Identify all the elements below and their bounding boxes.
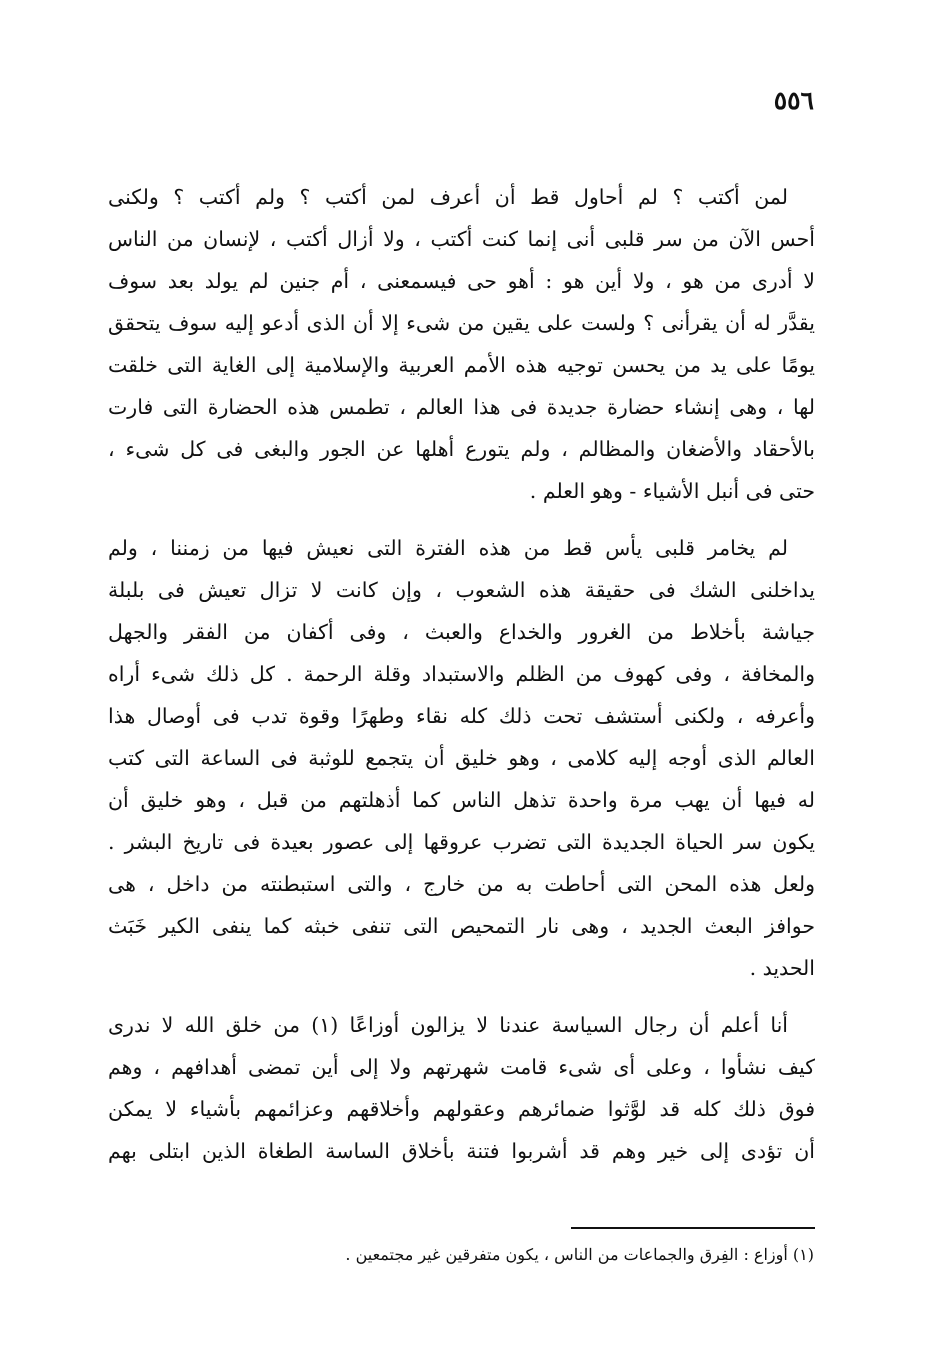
text-line: يقدَّر له أن يقرأنى ؟ ولست على يقين من شىء إلا أن الذى أدعو إليه سوف يتحقق [108, 311, 815, 335]
text-line: فوق ذلك كله قد لوَّثوا ضمائرهم وعقولهم وأخلاقهم وعزائمهم بأشياء لا يمكن [108, 1097, 815, 1121]
text-line: وأعرفه ، ولكنى أستشف تحت ذلك كله نقاء وطهرًا وقوة تدب فى أوصال هذا [108, 704, 815, 728]
body-text [108, 176, 815, 1172]
text-line: لها ، وهى إنشاء حضارة جديدة فى هذا العالم ، تطمس هذه الحضارة التى فارت [108, 395, 815, 419]
text-line: له فيها أن يهب مرة واحدة تذهل الناس كما أذهلتهم من قبل ، وهو خليق أن [108, 788, 815, 812]
text-line: لا أدرى من هو ، ولا أين هو : أهو حى فيسمعنى ، أم جنين لم يولد بعد سوف [108, 269, 815, 293]
paragraph-3 [108, 1004, 815, 1172]
paragraph-1 [108, 176, 815, 512]
text-line: أنا أعلم أن رجال السياسة عندنا لا يزالون أوزاعًا (١) من خلق الله لا ندرى [108, 1013, 788, 1037]
text-line: جياشة بأخلاط من الغرور والخداع والعبث ، وفى أكفان من الفقر والجهل [108, 620, 815, 644]
text-line: بالأحقاد والأضغان والمظالم ، ولم يتورع أهلها عن الجور والبغى فى كل شىء ، [108, 437, 815, 461]
text-line: ولعل هذه المحن التى أحاطت به من خارج ، والتى استبطنته من داخل ، هى [108, 872, 815, 896]
text-line: أن تؤدى إلى خير وهم قد أشربوا فتنة بأخلاق الساسة الطغاة الذين ابتلى بهم [108, 1139, 815, 1163]
text-line: لمن أكتب ؟ لم أحاول قط أن أعرف لمن أكتب ؟ ولم أكتب ؟ ولكنى [108, 185, 788, 209]
text-line: الحديد . [749, 956, 815, 980]
text-line: أحس الآن من سر قلبى أنى إنما كنت أكتب ، ولا أزال أكتب ، لإنسان من الناس [108, 227, 815, 251]
text-line: والمخافة ، وفى كهوف من الظلم والاستبداد وقلة الرحمة . كل ذلك شىء أراه [108, 662, 815, 686]
text-line: حوافز البعث الجديد ، وهى نار التمحيص التى تنفى خبثه كما ينفى الكير خَبَث [108, 914, 815, 938]
text-line: العالم الذى أوجه إليه كلامى ، وهو خليق أن يتجمع للوثبة فى الساعة التى كتب [108, 746, 815, 770]
text-line: كيف نشأوا ، وعلى أى شىء قامت شهرتهم ولا إلى أين تمضى أهدافهم ، وهم [108, 1055, 815, 1079]
page-number: ٥٥٦ [773, 86, 814, 115]
paragraph-2 [108, 527, 815, 989]
footnote: (١) أوزاع : الفِرق والجماعات من الناس ، يكون متفرقين غير مجتمعين . [345, 1245, 814, 1264]
text-line: يداخلنى الشك فى حقيقة هذه الشعوب ، وإن كانت لا تزال تعيش فى بلبلة [108, 578, 815, 602]
text-line: حتى فى أنبل الأشياء - وهو العلم . [529, 479, 815, 503]
text-line: يكون سر الحياة الجديدة التى تضرب عروقها إلى عصور بعيدة فى تاريخ البشر . [108, 830, 815, 854]
text-line: يومًا على يد من يحسن توجيه هذه الأمم العربية والإسلامية إلى الغاية التى خلقت [108, 353, 815, 377]
text-line: لم يخامر قلبى يأس قط من هذه الفترة التى نعيش فيها من زمننا ، ولم [108, 536, 788, 560]
footnote-divider [571, 1227, 815, 1229]
